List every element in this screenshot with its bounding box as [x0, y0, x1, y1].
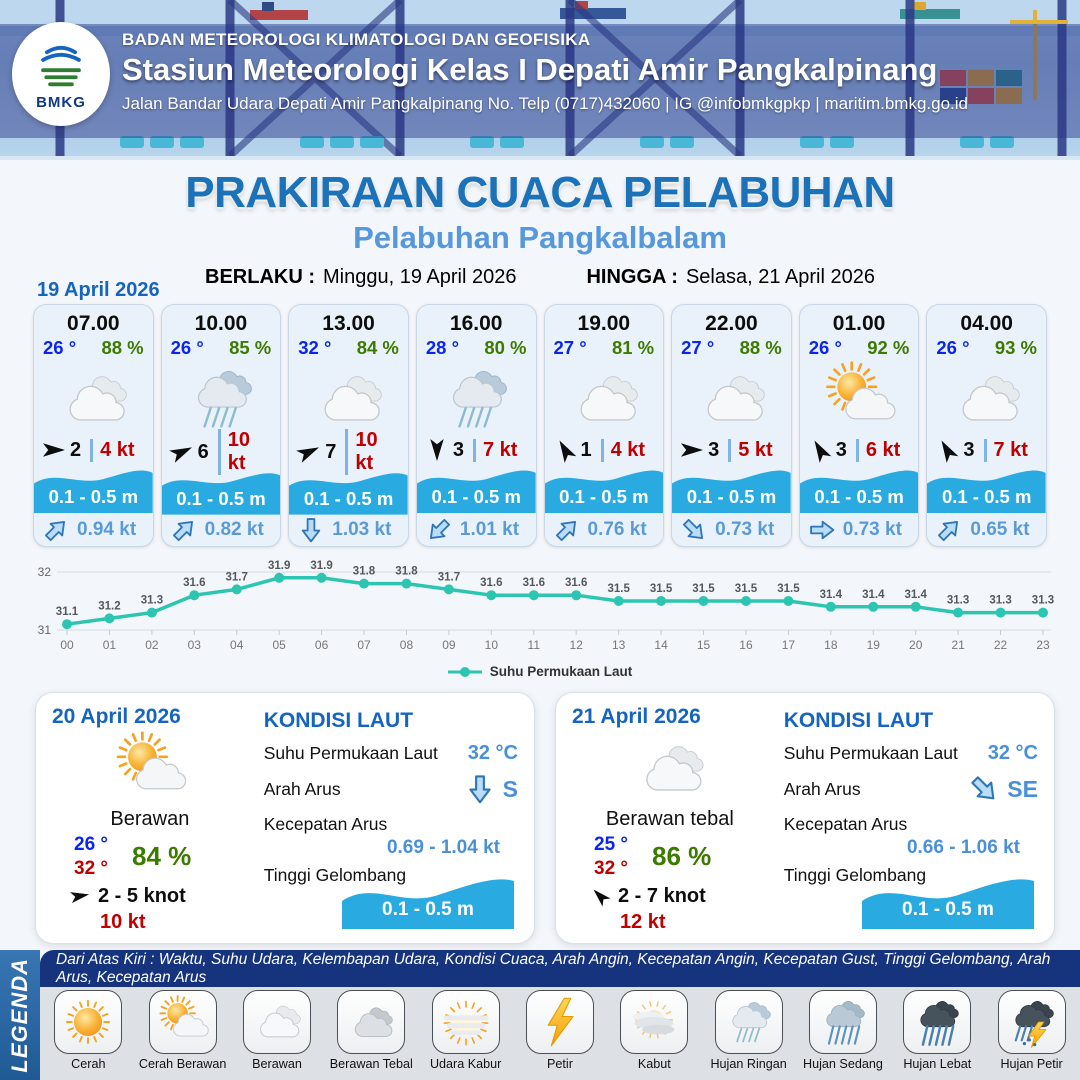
petir-icon — [526, 990, 594, 1054]
day-condition: Berawan — [110, 808, 190, 830]
current-direction-icon — [809, 517, 835, 543]
validity-line — [0, 266, 1080, 289]
day-date: 20 April 2026 — [52, 705, 181, 728]
humidity: 84 % — [356, 337, 399, 358]
day-condition: Berawan tebal — [605, 808, 734, 830]
forecast-time: 10.00 — [194, 312, 248, 335]
svg-text:07: 07 — [357, 638, 371, 652]
wind-row — [289, 429, 408, 474]
page-title: PRAKIRAAN CUACA PELABUHAN — [185, 168, 895, 217]
wind-row — [162, 429, 281, 474]
hujan-ringan-icon — [431, 361, 522, 437]
wind-row — [52, 885, 248, 908]
svg-text:31: 31 — [37, 623, 51, 637]
wind-speed-min: 1 — [580, 438, 592, 461]
wind-direction-icon — [42, 438, 66, 462]
wind-speed-min: 3 — [452, 438, 464, 461]
svg-text:03: 03 — [187, 638, 201, 652]
current-direction-icon — [465, 774, 495, 804]
current-direction-icon — [548, 511, 585, 547]
humidity: 86 % — [652, 841, 712, 872]
legend-item-label: Hujan Lebat — [903, 1057, 972, 1071]
forecast-time: 19.00 — [577, 312, 631, 335]
svg-text:31.7: 31.7 — [225, 571, 248, 584]
berawan-icon — [303, 361, 394, 437]
legend-item — [325, 990, 417, 1080]
wind-speed-max: 6 kt — [856, 439, 900, 462]
legend-item — [231, 990, 323, 1080]
humidity: 80 % — [484, 337, 527, 358]
current-row — [800, 513, 919, 546]
current-direction-icon — [298, 517, 324, 543]
forecast-cards — [33, 304, 1047, 547]
wind-speed-min: 7 — [325, 440, 337, 463]
svg-text:02: 02 — [145, 638, 159, 652]
legend-item — [420, 990, 512, 1080]
forecast-card — [926, 304, 1047, 547]
humidity: 88 % — [739, 337, 782, 358]
humidity: 88 % — [101, 337, 144, 358]
air-temperature: 26 ° — [43, 337, 77, 358]
wind-speed-min: 3 — [708, 438, 720, 461]
svg-text:31.1: 31.1 — [55, 606, 79, 619]
wind-range: 2 - 5 knot — [98, 884, 186, 907]
legend-item — [703, 990, 795, 1080]
legenda-title: LEGENDA — [7, 957, 32, 1073]
legend-item-label: Berawan Tebal — [329, 1057, 413, 1071]
svg-text:32: 32 — [37, 565, 51, 579]
wind-direction-icon — [931, 434, 964, 467]
wind-speed-min: 3 — [963, 438, 975, 461]
forecast-card — [161, 304, 282, 547]
svg-text:31.3: 31.3 — [946, 594, 970, 607]
svg-text:12: 12 — [569, 638, 583, 652]
header-separator — [0, 156, 1080, 160]
current-direction-icon — [676, 511, 713, 547]
legend-item — [797, 990, 889, 1080]
chart-legend-marker-icon — [448, 666, 482, 678]
wind-direction-icon — [68, 884, 91, 907]
org-name: BADAN METEOROLOGI KLIMATOLOGI DAN GEOFISIKA — [122, 30, 591, 49]
forecast-time: 16.00 — [449, 312, 503, 335]
current-row — [289, 515, 408, 546]
svg-text:31.6: 31.6 — [565, 577, 588, 590]
forecast-card — [799, 304, 920, 547]
berawan-icon — [559, 361, 650, 437]
wind-direction-icon — [548, 434, 581, 467]
svg-text:31.5: 31.5 — [734, 583, 758, 595]
hujan-ringan-icon — [715, 990, 783, 1054]
legend-items — [40, 987, 1080, 1080]
wind-speed-max: 10 kt — [218, 429, 273, 475]
svg-text:31.3: 31.3 — [140, 594, 164, 607]
svg-text:31.9: 31.9 — [310, 559, 333, 572]
wind-speed-min: 6 — [197, 440, 209, 463]
wave-height: 0.1 - 0.5 m — [176, 487, 266, 509]
sst-value: 32 °C — [467, 742, 518, 764]
hujan-petir-icon — [998, 990, 1066, 1054]
svg-text:31.8: 31.8 — [395, 565, 418, 578]
day-date: 21 April 2026 — [572, 705, 701, 728]
svg-text:08: 08 — [399, 638, 414, 652]
legend-item-label: Hujan Ringan — [710, 1057, 787, 1071]
chart-legend — [0, 664, 1080, 679]
svg-text:31.3: 31.3 — [1031, 594, 1055, 607]
humidity: 92 % — [867, 337, 910, 358]
sst-label: Suhu Permukaan Laut — [783, 743, 958, 763]
temp-max: 32 ° — [594, 857, 629, 879]
station-name: Stasiun Meteorologi Kelas I Depati Amir Pangkalpinang — [122, 52, 938, 87]
wind-direction-icon — [293, 436, 325, 468]
humidity: 81 % — [611, 337, 655, 358]
wind-row — [545, 437, 664, 464]
svg-text:13: 13 — [611, 638, 626, 652]
cerah-berawan-icon — [104, 731, 196, 807]
svg-text:31.3: 31.3 — [989, 594, 1012, 607]
svg-text:01: 01 — [102, 638, 117, 652]
forecast-time: 01.00 — [832, 312, 886, 335]
wave-height-band — [927, 464, 1046, 514]
wind-direction-icon — [425, 438, 449, 462]
berawan-icon — [941, 361, 1032, 437]
current-row — [545, 513, 664, 546]
forecast-card — [544, 304, 665, 547]
berawan-icon — [686, 361, 777, 437]
svg-text:31.2: 31.2 — [98, 600, 121, 613]
svg-text:22: 22 — [993, 638, 1008, 652]
svg-text:31.6: 31.6 — [480, 577, 503, 590]
forecast-card — [416, 304, 537, 547]
wave-height-band — [800, 464, 919, 514]
current-direction-label: Arah Arus — [263, 778, 341, 799]
legend-item-label: Kabut — [637, 1057, 671, 1071]
hujan-sedang-icon — [809, 990, 877, 1054]
air-temperature: 27 ° — [553, 337, 587, 358]
berawan-icon — [624, 731, 716, 807]
wind-range: 2 - 7 knot — [618, 884, 706, 907]
current-speed: 1.01 kt — [459, 518, 520, 540]
svg-text:31.6: 31.6 — [183, 577, 206, 590]
wave-height-value: 0.1 - 0.5 m — [382, 899, 474, 920]
bmkg-logo-icon — [29, 38, 93, 96]
svg-text:16: 16 — [739, 638, 753, 652]
svg-text:09: 09 — [442, 638, 456, 652]
svg-text:10: 10 — [484, 638, 499, 652]
cerah-berawan-icon — [149, 990, 217, 1054]
hingga-value: Selasa, 21 April 2026 — [685, 266, 875, 288]
air-temperature: 27 ° — [681, 337, 715, 358]
wind-speed-max: 4 kt — [90, 439, 134, 462]
legend-item-label: Cerah — [71, 1057, 106, 1071]
wave-height-band — [545, 464, 664, 514]
svg-text:05: 05 — [272, 638, 286, 652]
wave-height-badge — [342, 867, 514, 929]
current-direction-icon — [931, 511, 968, 547]
wave-height-badge — [862, 867, 1034, 929]
svg-text:31.6: 31.6 — [522, 577, 545, 590]
forecast-time: 07.00 — [67, 312, 120, 335]
wave-height-band — [162, 467, 281, 515]
legend-item — [891, 990, 983, 1080]
current-speed-value: 0.69 - 1.04 kt — [386, 837, 500, 858]
wave-height: 0.1 - 0.5 m — [814, 486, 904, 508]
humidity: 93 % — [994, 337, 1037, 358]
wave-height-label: Tinggi Gelombang — [263, 865, 407, 885]
legend-item — [608, 990, 700, 1080]
air-temperature: 28 ° — [425, 337, 459, 358]
current-row — [927, 513, 1046, 546]
wave-height-band — [672, 464, 791, 514]
legend-header-strip — [40, 950, 1080, 987]
temp-max: 32 ° — [74, 857, 109, 879]
header-banner — [0, 0, 1080, 156]
svg-text:04: 04 — [230, 638, 244, 652]
sst-value: 32 °C — [987, 742, 1038, 764]
svg-text:31.8: 31.8 — [352, 565, 376, 578]
legend-item-label: Berawan — [252, 1057, 302, 1071]
udara-kabur-icon — [432, 990, 500, 1054]
legend-item — [42, 990, 134, 1080]
forecast-time: 22.00 — [705, 312, 758, 335]
wind-direction-icon — [166, 436, 198, 468]
current-speed: 1.03 kt — [332, 519, 392, 541]
daily-forecast-card — [555, 692, 1055, 944]
bmkg-logo-label: BMKG — [36, 93, 86, 111]
current-speed-value: 0.66 - 1.06 kt — [906, 837, 1020, 858]
legend-item-label: Hujan Petir — [1000, 1057, 1063, 1071]
berawan-icon — [243, 990, 311, 1054]
svg-text:31.4: 31.4 — [819, 588, 842, 601]
forecast-time: 04.00 — [960, 312, 1013, 335]
current-direction-icon — [165, 512, 202, 547]
wave-height-band — [417, 464, 536, 514]
current-row — [417, 513, 536, 546]
legend-item — [137, 990, 229, 1080]
svg-text:06: 06 — [314, 638, 329, 652]
svg-text:14: 14 — [654, 638, 668, 652]
wind-speed-max: 5 kt — [728, 439, 772, 462]
wave-height: 0.1 - 0.5 m — [941, 486, 1032, 508]
wave-height-band — [34, 464, 153, 514]
current-speed: 0.73 kt — [715, 518, 775, 540]
sea-conditions-title: KONDISI LAUT — [263, 709, 414, 732]
current-direction-icon — [963, 768, 1005, 810]
svg-text:31.5: 31.5 — [692, 583, 715, 595]
current-row — [672, 513, 791, 546]
svg-text:31.5: 31.5 — [607, 583, 630, 595]
chart-legend-label: Suhu Permukaan Laut — [489, 664, 633, 679]
svg-text:23: 23 — [1036, 638, 1050, 652]
wind-direction-icon — [680, 438, 704, 462]
legend-item-label: Cerah Berawan — [138, 1057, 227, 1071]
legend-item-label: Udara Kabur — [429, 1057, 502, 1071]
wave-height-value: 0.1 - 0.5 m — [902, 899, 994, 920]
wave-height-band — [289, 467, 408, 515]
svg-text:31.5: 31.5 — [649, 583, 673, 595]
humidity: 85 % — [229, 337, 272, 358]
current-row — [162, 515, 281, 546]
svg-text:31.4: 31.4 — [904, 588, 927, 601]
daily-cards-row — [35, 692, 1055, 944]
current-row — [34, 513, 153, 546]
current-speed: 0.82 kt — [204, 519, 264, 541]
current-direction-value: S — [502, 775, 518, 802]
berawan-tebal-icon — [337, 990, 405, 1054]
forecast-card — [33, 304, 154, 547]
wave-height: 0.1 - 0.5 m — [686, 486, 777, 508]
svg-text:31.9: 31.9 — [268, 559, 291, 572]
air-temperature: 26 ° — [808, 337, 842, 358]
hujan-ringan-icon — [176, 361, 267, 437]
wind-speed-max: 4 kt — [601, 439, 645, 462]
current-direction-icon — [38, 511, 75, 547]
legenda-bar — [0, 950, 40, 1080]
current-speed: 0.73 kt — [842, 518, 902, 540]
svg-text:31.7: 31.7 — [437, 571, 461, 584]
current-direction-label: Arah Arus — [783, 778, 861, 799]
hingga-label: HINGGA : — [586, 266, 678, 288]
berlaku-label: BERLAKU : — [205, 266, 315, 288]
air-temperature: 32 ° — [298, 337, 332, 358]
legend-item-label: Petir — [547, 1057, 573, 1071]
forecast-time: 13.00 — [322, 312, 375, 335]
sea-temp-chart-wrap — [25, 556, 1055, 662]
svg-text:17: 17 — [781, 638, 796, 652]
wind-row — [572, 885, 768, 908]
temp-min: 26 ° — [74, 834, 109, 855]
air-temperature: 26 ° — [936, 337, 970, 358]
svg-text:19: 19 — [866, 638, 880, 652]
forecast-card — [671, 304, 792, 547]
svg-text:20: 20 — [909, 638, 923, 652]
cerah-berawan-icon — [814, 361, 905, 437]
wind-speed-max: 10 kt — [345, 429, 400, 475]
sst-label: Suhu Permukaan Laut — [263, 743, 438, 763]
forecast-card — [288, 304, 409, 547]
svg-text:31.4: 31.4 — [862, 588, 885, 601]
legend-item — [986, 990, 1078, 1080]
wind-row — [927, 437, 1046, 464]
cerah-icon — [54, 990, 122, 1054]
svg-text:31.5: 31.5 — [777, 583, 800, 595]
temp-min: 25 ° — [594, 834, 629, 855]
daily-forecast-card — [35, 692, 535, 944]
forecast-date: 19 April 2026 — [37, 279, 160, 301]
wind-row — [417, 437, 536, 464]
kabut-icon — [620, 990, 688, 1054]
wind-speed-max: 7 kt — [473, 439, 517, 462]
wave-height: 0.1 - 0.5 m — [303, 487, 394, 509]
title-section — [0, 168, 1080, 289]
wind-row — [672, 437, 791, 464]
wave-height: 0.1 - 0.5 m — [431, 486, 521, 508]
wind-speed-max: 7 kt — [984, 439, 1028, 462]
svg-text:00: 00 — [60, 638, 74, 652]
wave-height-label: Tinggi Gelombang — [783, 865, 927, 885]
bmkg-logo — [12, 22, 110, 126]
berlaku-value: Minggu, 19 April 2026 — [323, 266, 517, 288]
current-speed-label: Kecepatan Arus — [263, 814, 388, 834]
current-direction-icon — [420, 511, 457, 547]
sea-temperature-chart — [25, 556, 1055, 662]
humidity: 84 % — [132, 841, 192, 872]
station-address: Jalan Bandar Udara Depati Amir Pangkalpinang No. Telp (0717)432060 | IG @infobmkgpkp | maritim.bmkg.go.id — [122, 94, 969, 113]
wind-direction-icon — [586, 882, 614, 910]
sea-conditions-title: KONDISI LAUT — [783, 709, 934, 732]
svg-text:11: 11 — [527, 638, 541, 652]
berawan-icon — [48, 361, 139, 437]
wind-row — [34, 437, 153, 464]
wind-row — [800, 437, 919, 464]
air-temperature: 26 ° — [170, 337, 204, 358]
svg-text:21: 21 — [951, 638, 965, 652]
wind-direction-icon — [803, 434, 836, 467]
svg-text:18: 18 — [824, 638, 838, 652]
gust-speed: 10 kt — [100, 910, 146, 933]
legend-item-label: Hujan Sedang — [803, 1057, 883, 1071]
wave-height: 0.1 - 0.5 m — [559, 486, 649, 508]
svg-text:15: 15 — [696, 638, 711, 652]
legend-item — [514, 990, 606, 1080]
wind-speed-min: 2 — [70, 438, 82, 461]
current-direction-value: SE — [1007, 775, 1038, 802]
legend-header-text: Dari Atas Kiri : Waktu, Suhu Udara, Kelembapan Udara, Kondisi Cuaca, Arah Angin, Kecepatan Angin, Kecepatan Gust, Tinggi Gelombang, Arah Arus, Kecepatan Arus — [56, 950, 1051, 986]
wave-height: 0.1 - 0.5 m — [48, 486, 139, 508]
current-speed: 0.76 kt — [587, 518, 647, 540]
current-speed: 0.65 kt — [970, 518, 1030, 540]
page-subtitle: Pelabuhan Pangkalbalam — [353, 220, 727, 255]
current-speed-label: Kecepatan Arus — [783, 814, 908, 834]
wind-speed-min: 3 — [835, 438, 847, 461]
current-speed: 0.94 kt — [77, 518, 137, 540]
hujan-lebat-icon — [903, 990, 971, 1054]
gust-speed: 12 kt — [620, 910, 666, 933]
